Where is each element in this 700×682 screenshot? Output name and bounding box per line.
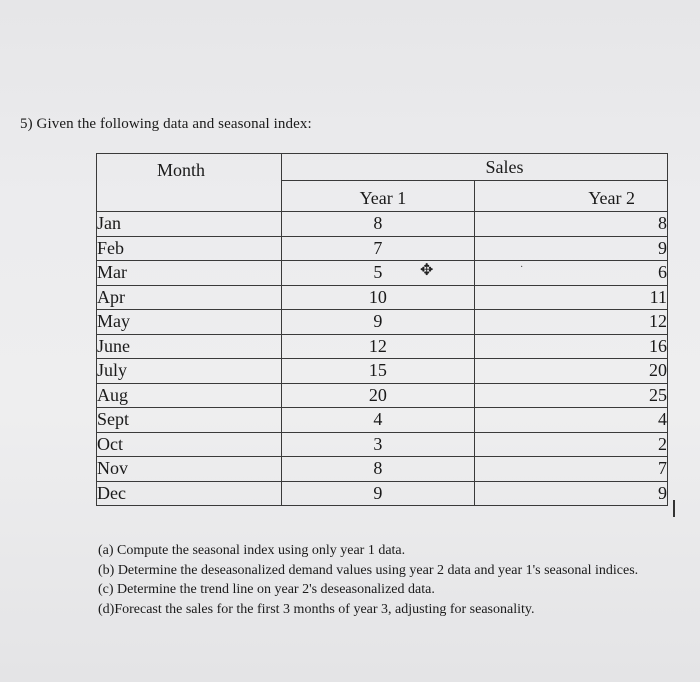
month-cell: May bbox=[97, 310, 282, 335]
year2-cell: 11 bbox=[474, 285, 667, 310]
year1-cell: 5 bbox=[281, 261, 474, 286]
month-cell: June bbox=[97, 334, 282, 359]
month-cell: Apr bbox=[97, 285, 282, 310]
table-row bbox=[97, 236, 668, 261]
year2-cell: 8 bbox=[474, 212, 667, 237]
year2-cell: 9 bbox=[474, 236, 667, 261]
sales-header: Sales bbox=[281, 154, 667, 181]
year2-cell: 20 bbox=[474, 359, 667, 384]
year1-cell: 8 bbox=[281, 212, 474, 237]
month-cell: Feb bbox=[97, 236, 282, 261]
year1-cell: 9 bbox=[281, 481, 474, 506]
year2-cell: 7 bbox=[474, 457, 667, 482]
month-header: Month bbox=[97, 154, 282, 212]
year2-cell: 6 bbox=[474, 261, 667, 286]
table-row bbox=[97, 212, 668, 237]
month-cell: Dec bbox=[97, 481, 282, 506]
table-row bbox=[97, 285, 668, 310]
question-heading: 5) Given the following data and seasonal index: bbox=[20, 116, 312, 132]
table-row bbox=[97, 432, 668, 457]
stray-dot: · bbox=[520, 262, 524, 273]
year2-cell: 16 bbox=[474, 334, 667, 359]
year1-cell: 7 bbox=[281, 236, 474, 261]
sales-table bbox=[96, 153, 668, 506]
part-a: (a) Compute the seasonal index using only year 1 data. bbox=[98, 543, 406, 558]
year1-cell: 20 bbox=[281, 383, 474, 408]
table-row bbox=[97, 457, 668, 482]
year1-header: Year 1 bbox=[281, 181, 474, 212]
year2-cell: 2 bbox=[474, 432, 667, 457]
month-cell: July bbox=[97, 359, 282, 384]
year2-cell: 9 bbox=[474, 481, 667, 506]
part-c: (c) Determine the trend line on year 2's deseasonalized data. bbox=[98, 582, 435, 597]
year2-cell: 4 bbox=[474, 408, 667, 433]
table-row bbox=[97, 261, 668, 286]
year1-cell: 4 bbox=[281, 408, 474, 433]
month-cell: Aug bbox=[97, 383, 282, 408]
year1-cell: 9 bbox=[281, 310, 474, 335]
table-row bbox=[97, 359, 668, 384]
table-row bbox=[97, 334, 668, 359]
question-parts bbox=[98, 541, 638, 619]
year2-header: Year 2 bbox=[474, 181, 667, 212]
table-row bbox=[97, 383, 668, 408]
year1-cell: 12 bbox=[281, 334, 474, 359]
table-row bbox=[97, 310, 668, 335]
month-cell: Jan bbox=[97, 212, 282, 237]
year2-cell: 12 bbox=[474, 310, 667, 335]
year1-cell: 10 bbox=[281, 285, 474, 310]
month-cell: Sept bbox=[97, 408, 282, 433]
part-b: (b) Determine the deseasonalized demand values using year 2 data and year 1's seasonal indices. bbox=[98, 562, 639, 578]
move-cursor-icon: ✥ bbox=[420, 260, 434, 279]
table-row bbox=[97, 408, 668, 433]
table-row bbox=[97, 481, 668, 506]
year2-cell: 25 bbox=[474, 383, 667, 408]
year1-cell: 3 bbox=[281, 432, 474, 457]
month-cell: Nov bbox=[97, 457, 282, 482]
month-cell: Mar bbox=[97, 261, 282, 286]
part-d: (d)Forecast the sales for the first 3 months of year 3, adjusting for seasonality. bbox=[98, 601, 535, 617]
month-cell: Oct bbox=[97, 432, 282, 457]
text-cursor-mark bbox=[673, 500, 675, 517]
year1-cell: 15 bbox=[281, 359, 474, 384]
year1-cell: 8 bbox=[281, 457, 474, 482]
